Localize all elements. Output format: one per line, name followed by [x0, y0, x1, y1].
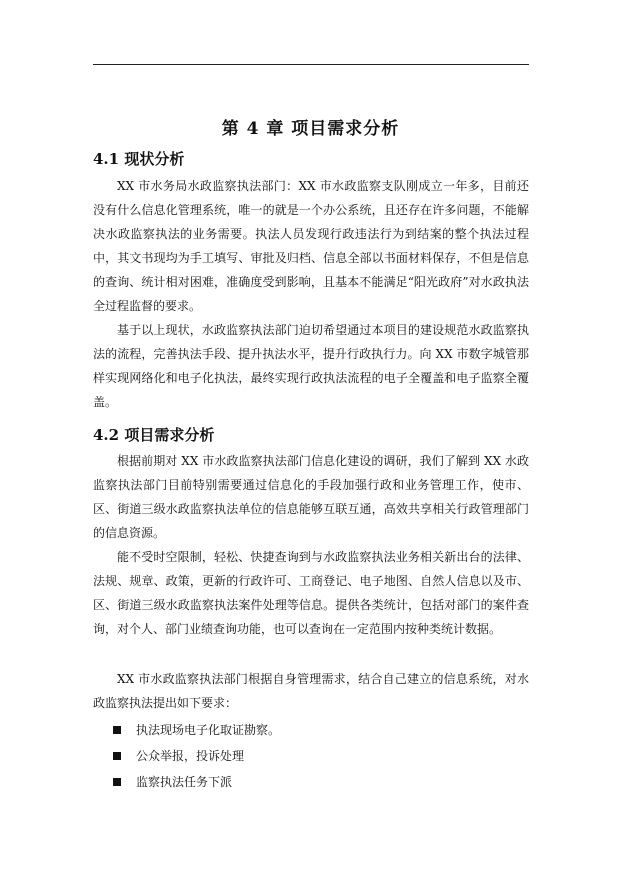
paragraph: 根据前期对 XX 市水政监察执法部门信息化建设的调研，我们了解到 XX 水政监察执法部门目前特别需要通过信息化的手段加强行政和业务管理工作，使市、区、街道三级水政监察执法单位的信息能够互联互通，高效共享相关行政管理部门的信息资源。 — [93, 454, 529, 540]
list-item — [113, 717, 280, 743]
section-heading-4-2: 4.2 项目需求分析 — [93, 426, 215, 444]
chapter-title: 第 4 章 项目需求分析 — [221, 119, 400, 139]
section-heading-4-1: 4.1 现状分析 — [93, 150, 185, 168]
paragraph: 能不受时空限制，轻松、快捷查询到与水政监察执法业务相关新出台的法律、法规、规章、政策，更新的行政许可、工商登记、电子地图、自然人信息以及市、区、街道三级水政监察执法案件处理等信息。提供各类统计，包括对部门的案件查询，对个人、部门业绩查询功能，也可以查询在一定范围内按种类统计数据。 — [93, 550, 529, 636]
square-bullet-icon — [113, 778, 121, 786]
list-item-text: 执法现场电子化取证勘察。 — [136, 723, 281, 737]
requirement-list — [113, 717, 280, 795]
list-item — [113, 743, 280, 769]
square-bullet-icon — [113, 726, 121, 734]
paragraph: 基于以上现状，水政监察执法部门迫切希望通过本项目的建设规范水政监察执法的流程，完善执法手段、提升执法水平，提升行政执行力。向 XX 市数字城管那样实现网络化和电子化执法，最终实现行政执法流程的电子全覆盖和电子监察全覆盖。 — [93, 323, 529, 409]
list-item — [113, 769, 280, 795]
list-item-text: 公众举报，投诉处理 — [136, 749, 245, 763]
header-rule — [93, 64, 529, 65]
list-item-text: 监察执法任务下派 — [136, 775, 233, 789]
square-bullet-icon — [113, 752, 121, 760]
paragraph: XX 市水务局水政监察执法部门：XX 市水政监察支队刚成立一年多，目前还没有什么信息化管理系统，唯一的就是一个办公系统，且还存在许多问题，不能解决水政监察执法的业务需要。执法人员发现行政违法行为到结案的整个执法过程中，其文书现均为手工填写、审批及归档、信息全部以书面材料保存，不但是信息的查询、统计相对困难，准确度受到影响，且基本不能满足“阳光政府”对水政执法全过程监督的要求。 — [93, 179, 529, 313]
paragraph: XX 市水政监察执法部门根据自身管理需求，结合自己建立的信息系统，对水政监察执法提出如下要求： — [93, 672, 529, 710]
